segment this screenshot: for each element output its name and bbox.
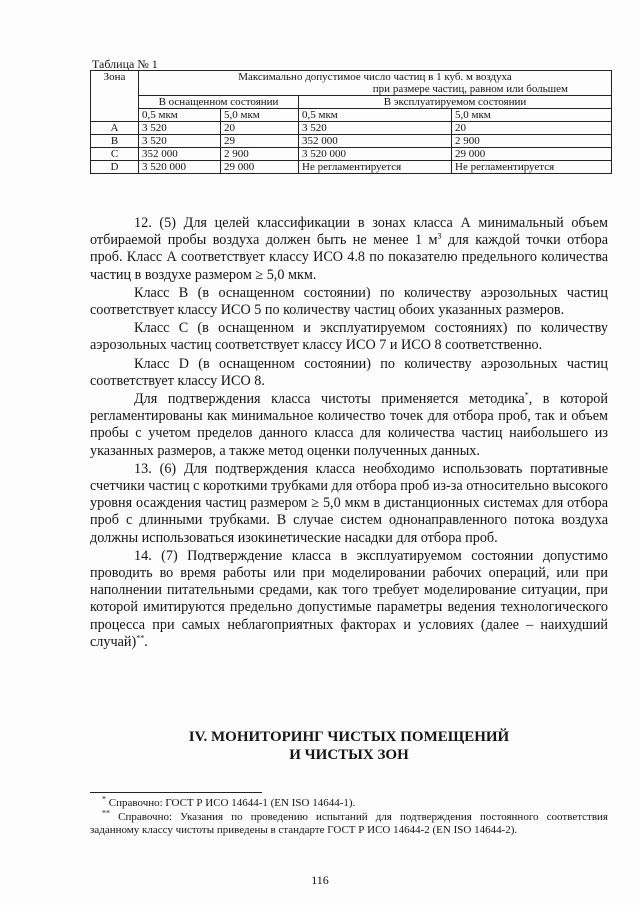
table-row [91, 161, 612, 174]
footnote-2: ** Справочно: Указания по проведению испытаний для подтверждения постоянного соответствия заданному классу чистоты приведены в стандарте ГОСТ Р ИСО 14644-2 (EN ISO 14644-2). [90, 807, 608, 836]
table-row [91, 148, 612, 161]
table-row [91, 135, 612, 148]
main-header-line1: Максимально допустимое число частиц в 1 куб. м воздуха [238, 71, 512, 83]
footnote-divider [90, 792, 262, 793]
table-caption: Таблица № 1 [92, 57, 158, 71]
zone-cell: B [91, 135, 139, 148]
heading-line1: IV. МОНИТОРИНГ ЧИСТЫХ ПОМЕЩЕНИЙ [188, 729, 510, 745]
state-operational-header: В эксплуатируемом состоянии [299, 96, 612, 109]
section-heading [90, 728, 608, 764]
table-cell: 3 520 [139, 135, 221, 148]
table-cell: 352 000 [299, 135, 452, 148]
table-cell: 29 000 [221, 161, 299, 174]
paragraph-class-d: Класс D (в оснащенном состоянии) по количеству аэрозольных частиц соответствует классу ИСО 8. [90, 355, 608, 389]
particle-limits-table [90, 70, 612, 174]
table-cell: 2 900 [221, 148, 299, 161]
page-number: 116 [311, 873, 329, 887]
footnote-ref: ** [136, 633, 145, 643]
table-row [91, 122, 612, 135]
footnotes [90, 794, 608, 838]
superscript: 3 [437, 231, 442, 241]
table-cell: 20 [221, 122, 299, 135]
size-header: 0,5 мкм [299, 109, 452, 122]
paragraph-12-class-a: 12. (5) Для целей классификации в зонах класса А минимальный объем отбираемой пробы воздуха должен быть не менее 1 $м^3$ для каждой точки отбора проб. Класс А соответствует классу ИСО 4.8 по показателю предельного количества частиц в воздухе размером ≥ 5,0 мкм. [90, 215, 608, 283]
table-cell: 29 [221, 135, 299, 148]
paragraph-class-c: Класс С (в оснащенном и эксплуатируемом состояниях) по количеству аэрозольных частиц соответствует классу ИСО 7 и ИСО 8 соответственно. [90, 320, 608, 354]
table-cell: 352 000 [139, 148, 221, 161]
zone-cell: C [91, 148, 139, 161]
zone-cell: D [91, 161, 139, 174]
paragraph-method: Для подтверждения класса чистоты применяется методика*, в которой регламентированы как минимальное количество точек для отбора проб, так и объем пробы с учетом пределов данного класса для количества частиц наибольшего из указанных размеров, а также метод оценки полученных данных. [90, 390, 608, 459]
heading-line2: И ЧИСТЫХ ЗОН [289, 747, 409, 763]
table-cell: 29 000 [452, 148, 612, 161]
table-cell: Не регламентируется [299, 161, 452, 174]
paragraph-13: 13. (6) Для подтверждения класса необходимо использовать портативные счетчики частиц с короткими трубками для отбора проб из-за относительно высокого уровня осаждения частиц размером ≥ 5,0 мкм в дистанционных системах для отбора проб с длинными трубками. В случае систем однонаправленного потока воздуха должны использоваться изокинетические насадки для отбора проб. [90, 460, 608, 546]
table-cell: 3 520 [299, 122, 452, 135]
state-equipped-header: В оснащенном состоянии [139, 96, 299, 109]
main-header [139, 71, 612, 96]
paragraph-14: 14. (7) Подтверждение класса в эксплуатируемом состоянии допустимо проводить во время работы или при моделировании рабочих операций, или при наполнении питательными средами, как того требует моделирование ситуации, при которой имитируются предельно допустимые параметры ведения технологического процесса при самых неблагоприятных факторах и условиях (далее – наихудший случай)**. [90, 547, 608, 650]
zone-cell: A [91, 122, 139, 135]
size-header: 0,5 мкм [139, 109, 221, 122]
table-cell: 3 520 000 [139, 161, 221, 174]
table-cell: 3 520 000 [299, 148, 452, 161]
size-header: 5,0 мкм [221, 109, 299, 122]
table-cell: 3 520 [139, 122, 221, 135]
table-cell: Не регламентируется [452, 161, 612, 174]
zone-header: Зона [91, 71, 139, 122]
table-cell: 2 900 [452, 135, 612, 148]
main-header-line2: при размере частиц, равном или большем [372, 83, 568, 95]
paragraph-class-b: Класс В (в оснащенном состоянии) по количеству аэрозольных частиц соответствует классу ИСО 5 по количеству частиц обоих указанных размеров. [90, 284, 608, 319]
footnote-ref: * [524, 390, 529, 400]
table-cell: 20 [452, 122, 612, 135]
footnote-1: * Справочно: ГОСТ Р ИСО 14644-1 (EN ISO 14644-1). [102, 794, 356, 809]
size-header: 5,0 мкм [452, 109, 612, 122]
body-text [90, 215, 608, 651]
